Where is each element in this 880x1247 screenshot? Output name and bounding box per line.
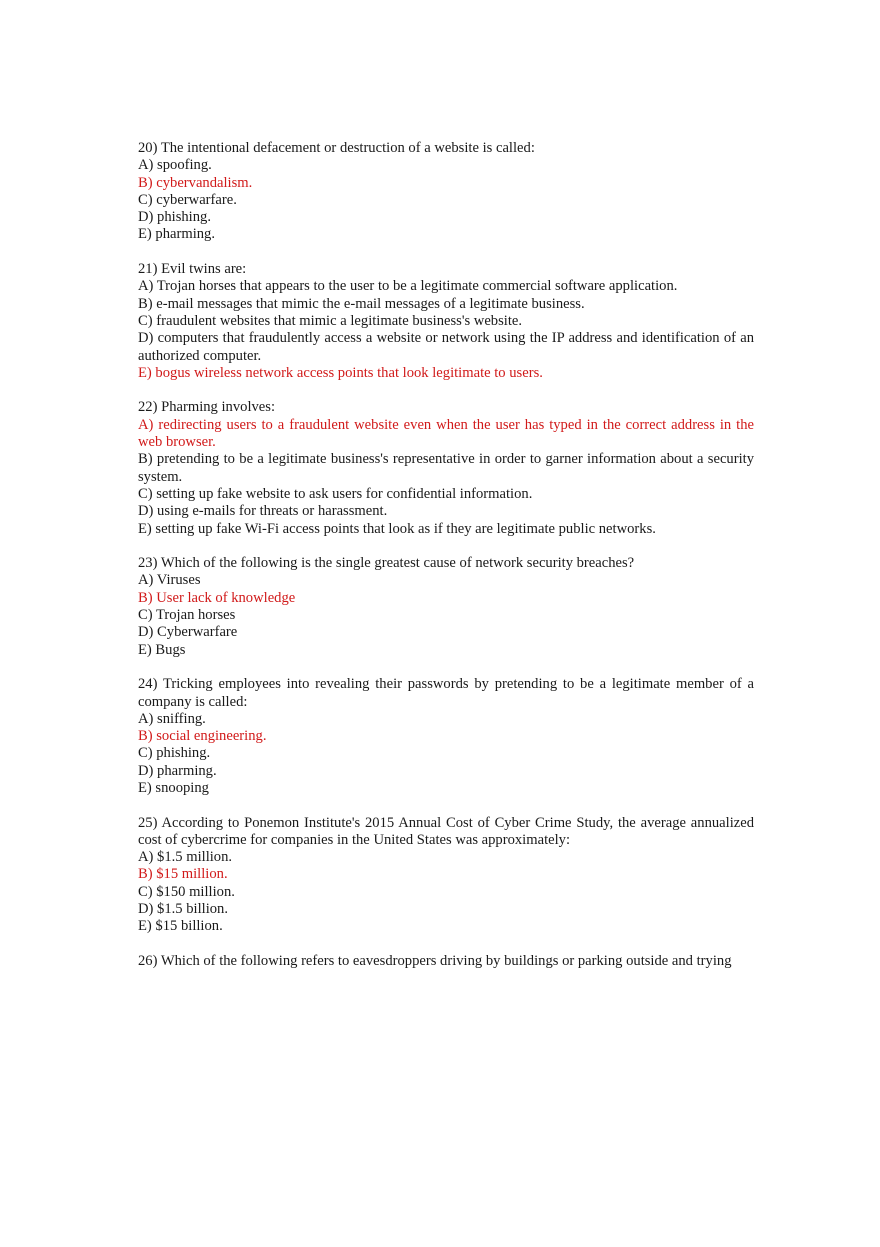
answer-option: B) e-mail messages that mimic the e-mail messages of a legitimate business.	[138, 295, 585, 312]
question-list	[138, 140, 754, 988]
answer-option: A) sniffing.	[138, 710, 206, 727]
answer-option: C) $150 million.	[138, 883, 235, 900]
question-stem: 25) According to Ponemon Institute's 2015 Annual Cost of Cyber Crime Study, the average annualized cost of cybercrime for companies in the United States was approximately:	[138, 814, 754, 848]
question-stem: 21) Evil twins are:	[138, 261, 247, 278]
answer-option: E) snooping	[138, 779, 209, 796]
answer-option: A) Trojan horses that appears to the user to be a legitimate commercial software application.	[138, 278, 678, 295]
answer-option: A) $1.5 million.	[138, 849, 233, 866]
answer-option: D) Cyberwarfare	[138, 624, 238, 641]
question-stem: 24) Tricking employees into revealing their passwords by pretending to be a legitimate member of a company is called:	[138, 676, 754, 710]
answer-option: C) Trojan horses	[138, 607, 236, 624]
question-block	[138, 140, 754, 244]
correct-answer-option: B) User lack of knowledge	[138, 589, 296, 606]
answer-option: C) fraudulent websites that mimic a legitimate business's website.	[138, 312, 523, 329]
question-block	[138, 676, 754, 797]
correct-answer-option: A) redirecting users to a fraudulent website even when the user has typed in the correct address in the web browser.	[138, 416, 754, 451]
question-stem: 22) Pharming involves:	[138, 399, 276, 416]
answer-option: C) setting up fake website to ask users for confidential information.	[138, 485, 533, 502]
answer-option: A) spoofing.	[138, 157, 212, 174]
answer-option: E) setting up fake Wi-Fi access points that look as if they are legitimate public networks.	[138, 520, 656, 537]
answer-option: D) computers that fraudulently access a website or network using the IP address and identification of an authorized computer.	[138, 330, 754, 364]
question-stem: 23) Which of the following is the single greatest cause of network security breaches?	[138, 555, 635, 572]
question-block	[138, 953, 754, 970]
question-block	[138, 815, 754, 936]
question-block	[138, 261, 754, 382]
question-block	[138, 555, 754, 659]
answer-option: E) pharming.	[138, 226, 216, 243]
correct-answer-option: B) cybervandalism.	[138, 174, 253, 191]
correct-answer-option: B) $15 million.	[138, 866, 228, 883]
answer-option: E) Bugs	[138, 641, 186, 658]
question-stem: 26) Which of the following refers to eavesdroppers driving by buildings or parking outside and trying	[138, 952, 732, 969]
answer-option: D) phishing.	[138, 209, 211, 226]
correct-answer-option: B) social engineering.	[138, 728, 267, 745]
question-stem: 20) The intentional defacement or destruction of a website is called:	[138, 140, 535, 156]
answer-option: B) pretending to be a legitimate business's representative in order to garner information about a security system.	[138, 451, 754, 485]
question-block	[138, 399, 754, 537]
answer-option: E) $15 billion.	[138, 918, 223, 935]
answer-option: A) Viruses	[138, 572, 201, 589]
answer-option: D) pharming.	[138, 762, 217, 779]
answer-option: D) $1.5 billion.	[138, 901, 228, 918]
answer-option: C) cyberwarfare.	[138, 191, 237, 208]
answer-option: C) phishing.	[138, 745, 211, 762]
answer-option: D) using e-mails for threats or harassment.	[138, 503, 388, 520]
correct-answer-option: E) bogus wireless network access points that look legitimate to users.	[138, 364, 543, 381]
